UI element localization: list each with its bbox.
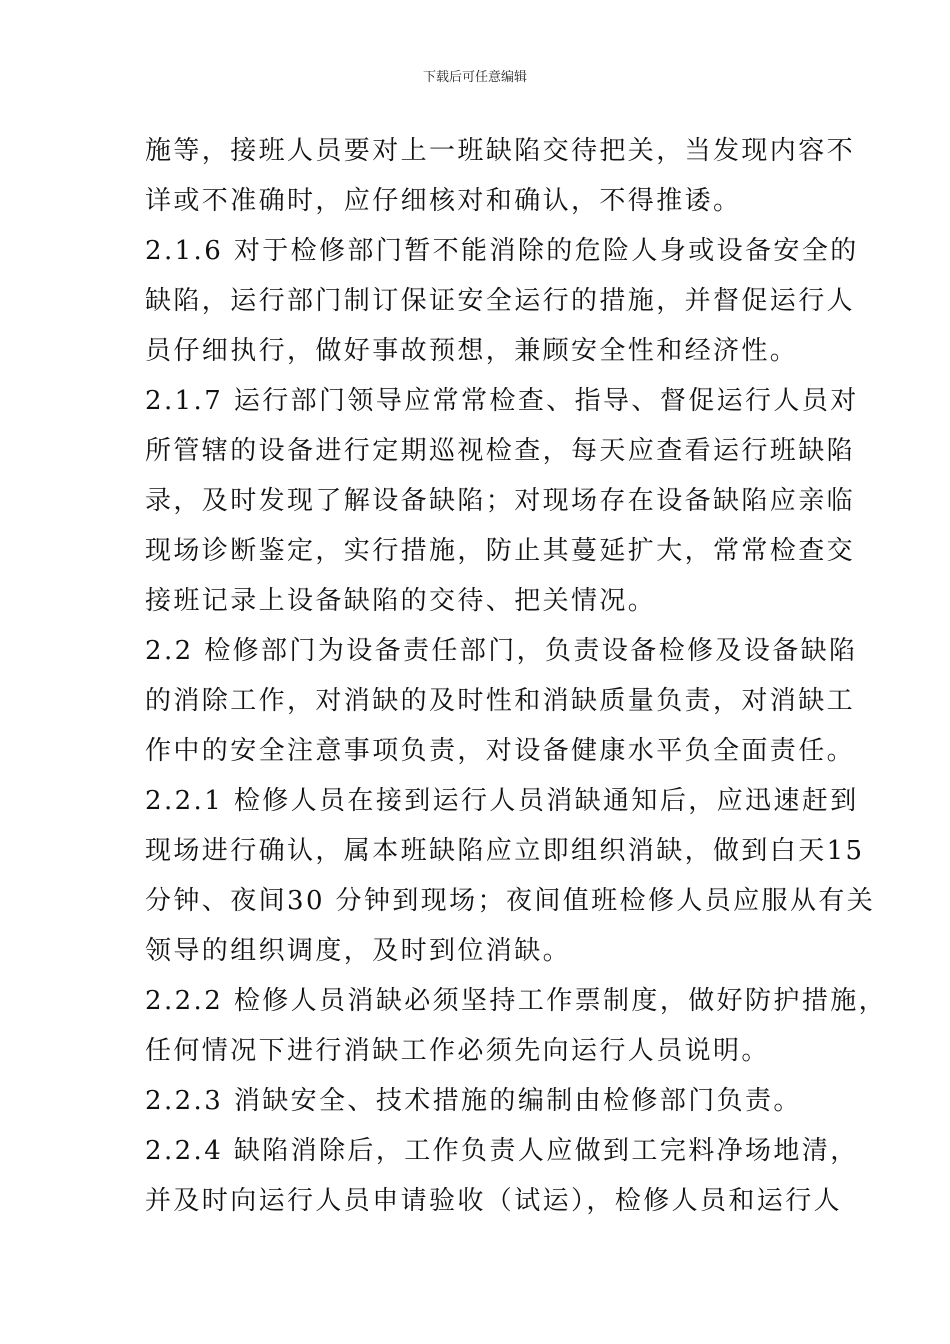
text-line: 施等，接班人员要对上一班缺陷交待把关，当发现内容不 <box>145 136 856 166</box>
text-line: 录，及时发现了解设备缺陷；对现场存在设备缺陷应亲临 <box>145 486 856 516</box>
text-line: 2.1.7 运行部门领导应常常检查、指导、督促运行人员对 <box>145 386 859 416</box>
text-line: 缺陷，运行部门制订保证安全运行的措施，并督促运行人 <box>145 286 856 316</box>
body-text <box>145 126 888 1226</box>
text-line: 详或不准确时，应仔细核对和确认，不得推诿。 <box>145 186 742 216</box>
text-line: 2.2.4 缺陷消除后，工作负责人应做到工完料净场地清， <box>145 1136 859 1166</box>
text-line: 任何情况下进行消缺工作必须先向运行人员说明。 <box>145 1036 770 1066</box>
text-line: 领导的组织调度，及时到位消缺。 <box>145 936 572 966</box>
text-line: 2.2.1 检修人员在接到运行人员消缺通知后，应迅速赶到 <box>145 786 859 816</box>
text-line: 并及时向运行人员申请验收（试运），检修人员和运行人 <box>145 1186 843 1216</box>
text-line: 作中的安全注意事项负责，对设备健康水平负全面责任。 <box>145 736 856 766</box>
text-line: 接班记录上设备缺陷的交待、把关情况。 <box>145 586 657 616</box>
text-line: 分钟、夜间30 分钟到现场；夜间值班检修人员应服从有关 <box>145 886 876 916</box>
text-line: 现场进行确认，属本班缺陷应立即组织消缺，做到白天15 <box>145 836 865 866</box>
page-header: 下载后可任意编辑 <box>422 70 527 85</box>
text-line: 现场诊断鉴定，实行措施，防止其蔓延扩大，常常检查交 <box>145 536 856 566</box>
text-line: 2.1.6 对于检修部门暂不能消除的危险人身或设备安全的 <box>145 236 859 266</box>
text-line: 的消除工作，对消缺的及时性和消缺质量负责，对消缺工 <box>145 686 856 716</box>
text-line: 2.2.2 检修人员消缺必须坚持工作票制度，做好防护措施， <box>145 986 888 1016</box>
text-line: 2.2 检修部门为设备责任部门，负责设备检修及设备缺陷 <box>145 636 858 666</box>
text-line: 所管辖的设备进行定期巡视检查，每天应查看运行班缺陷 <box>145 436 856 466</box>
text-line: 2.2.3 消缺安全、技术措施的编制由检修部门负责。 <box>145 1086 802 1116</box>
text-line: 员仔细执行，做好事故预想，兼顾安全性和经济性。 <box>145 336 799 366</box>
